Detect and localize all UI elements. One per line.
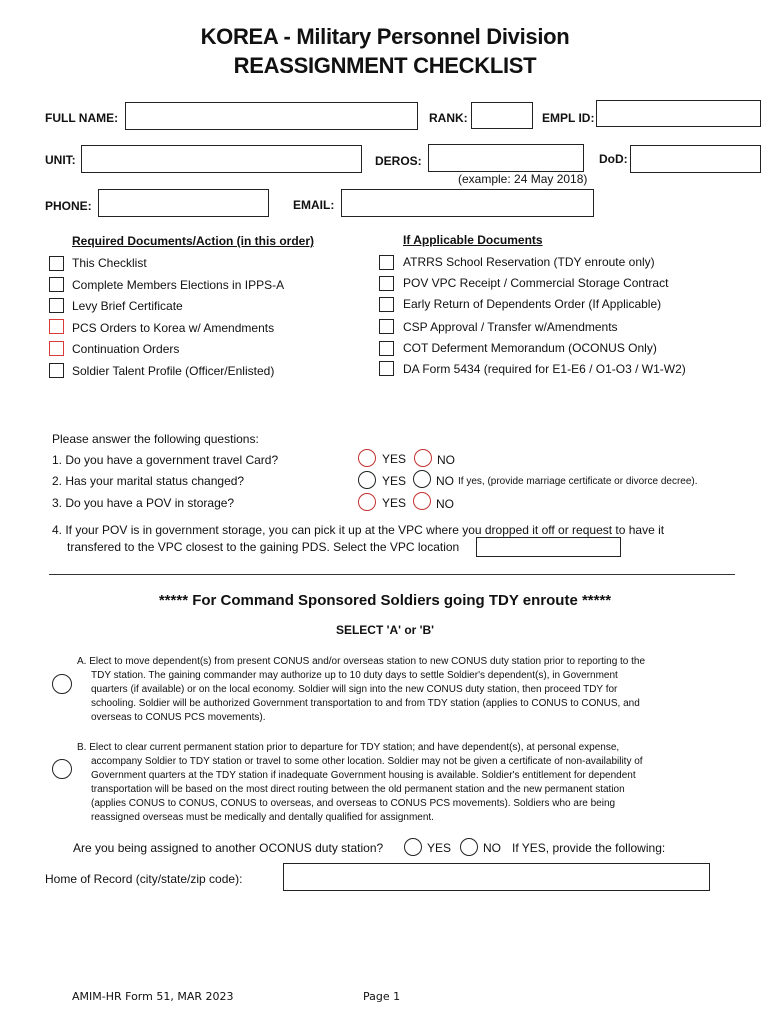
q2-note: If yes, (provide marriage certificate or divorce decree). [458, 476, 698, 487]
applicable-docs-heading: If Applicable Documents [403, 233, 543, 247]
oconus-question: Are you being assigned to another OCONUS duty station? [73, 841, 384, 855]
unit-field[interactable] [81, 145, 362, 173]
q2-yes-label: YES [382, 474, 407, 488]
vpc-location-field[interactable] [476, 537, 621, 557]
tdy-select-instruction: SELECT 'A' or 'B' [335, 623, 435, 637]
question-3: 3. Do you have a POV in storage? [52, 496, 235, 510]
empl-id-field[interactable] [596, 100, 761, 127]
option-b-line: B. Elect to clear current permanent station prior to departure for TDY station; and have dependent(s), at personal expense, [77, 742, 620, 753]
dod-field[interactable] [630, 145, 761, 173]
checkbox-pov-vpc[interactable] [379, 276, 394, 291]
option-a-text [77, 655, 737, 725]
checkbox-talent-profile[interactable] [49, 363, 64, 378]
checkbox-pcs-orders[interactable] [49, 319, 64, 334]
full-name-label: FULL NAME: [45, 111, 119, 125]
option-a-line: overseas to CONUS PCS movements). [91, 712, 266, 723]
full-name-field[interactable] [125, 102, 418, 130]
q1-no-radio[interactable] [414, 449, 432, 467]
required-docs-heading: Required Documents/Action (in this order) [72, 234, 315, 248]
oconus-followup: If YES, provide the following: [512, 841, 666, 855]
tdy-heading: ***** For Command Sponsored Soldiers going TDY enroute ***** [158, 592, 612, 609]
option-b-line: transportation will be based on the most direct routing between the old permanent station and the new permanent station [91, 784, 625, 795]
option-a-line: quarters (if available) or on the local economy. Soldier will sign into the new CONUS duty station, then proceed TDY for [91, 684, 618, 695]
checkbox-da5434[interactable] [379, 361, 394, 376]
option-a-line: TDY station. The gaining commander may authorize up to 10 duty days to settle Soldier's dependent(s), in Government [91, 670, 618, 681]
checkbox-this-checklist[interactable] [49, 256, 64, 271]
question-4-line2: transfered to the VPC closest to the gaining PDS. Select the VPC location [67, 540, 460, 554]
email-field[interactable] [341, 189, 594, 217]
q3-yes-radio[interactable] [358, 493, 376, 511]
phone-field[interactable] [98, 189, 269, 217]
checkbox-cot[interactable] [379, 341, 394, 356]
dod-label: DoD: [599, 152, 628, 166]
option-a-line: schooling. Soldier will be authorized Government transportation to and from TDY station (applies to CONUS to CONUS, and [91, 698, 640, 709]
q1-no-label: NO [437, 453, 455, 467]
applicable-doc-label: POV VPC Receipt / Commercial Storage Contract [403, 276, 669, 290]
q1-yes-radio[interactable] [358, 449, 376, 467]
checkbox-atrrs[interactable] [379, 255, 394, 270]
required-doc-label: Soldier Talent Profile (Officer/Enlisted) [72, 364, 275, 378]
empl-id-label: EMPL ID: [542, 111, 595, 125]
option-b-text [77, 741, 737, 825]
required-doc-label: This Checklist [72, 256, 147, 270]
oconus-yes-radio[interactable] [404, 838, 422, 856]
option-b-line: reassigned overseas must be medically and dentally qualified for assignment. [91, 812, 434, 823]
oconus-no-radio[interactable] [460, 838, 478, 856]
page-subtitle: REASSIGNMENT CHECKLIST [233, 53, 537, 78]
form-identifier: AMIM-HR Form 51, MAR 2023 [72, 990, 234, 1003]
q3-no-radio[interactable] [413, 492, 431, 510]
phone-label: PHONE: [45, 199, 92, 213]
oconus-yes-label: YES [427, 841, 452, 855]
q3-yes-label: YES [382, 496, 407, 510]
deros-label: DEROS: [375, 154, 422, 168]
checkbox-early-return[interactable] [379, 297, 394, 312]
option-b-line: accompany Soldier to TDY station or travel to some other location. Soldier may not be given a certificate of non-availability of [91, 756, 643, 767]
applicable-doc-label: ATRRS School Reservation (TDY enroute only) [403, 255, 655, 269]
questions-intro: Please answer the following questions: [52, 432, 259, 446]
option-b-line: (applies CONUS to CONUS, CONUS to overseas, and overseas to CONUS PCS movements). Soldiers who are being [91, 798, 616, 809]
option-b-radio[interactable] [52, 759, 72, 779]
q2-yes-radio[interactable] [358, 471, 376, 489]
q1-yes-label: YES [382, 452, 407, 466]
q3-no-label: NO [436, 497, 454, 511]
deros-field[interactable] [428, 144, 584, 172]
applicable-doc-label: DA Form 5434 (required for E1-E6 / O1-O3 / W1-W2) [403, 362, 686, 376]
email-label: EMAIL: [293, 198, 335, 212]
option-a-radio[interactable] [52, 674, 72, 694]
checkbox-member-elections[interactable] [49, 277, 64, 292]
q2-no-radio[interactable] [413, 470, 431, 488]
oconus-no-label: NO [483, 841, 501, 855]
page-title: KOREA - Military Personnel Division [200, 24, 570, 49]
required-doc-label: Continuation Orders [72, 342, 180, 356]
question-4-line1: 4. If your POV is in government storage, you can pick it up at the VPC where you dropped it off or request to have it [52, 523, 665, 537]
section-divider [49, 574, 735, 575]
page-number: Page 1 [363, 990, 401, 1003]
required-doc-label: Levy Brief Certificate [72, 299, 183, 313]
required-doc-label: PCS Orders to Korea w/ Amendments [72, 321, 275, 335]
required-doc-label: Complete Members Elections in IPPS-A [72, 278, 285, 292]
option-b-line: Government quarters at the TDY station if inadequate Government housing is available. Soldier's entitlement for dependent [91, 770, 636, 781]
q2-no-label: NO [436, 474, 454, 488]
rank-label: RANK: [429, 111, 468, 125]
deros-example: (example: 24 May 2018) [458, 172, 588, 186]
option-a-line: A. Elect to move dependent(s) from present CONUS and/or overseas station to new CONUS duty station prior to reporting to the [77, 656, 646, 667]
applicable-doc-label: CSP Approval / Transfer w/Amendments [403, 320, 618, 334]
checkbox-levy-brief[interactable] [49, 298, 64, 313]
unit-label: UNIT: [45, 153, 76, 167]
applicable-doc-label: Early Return of Dependents Order (If Applicable) [403, 297, 662, 311]
checkbox-csp[interactable] [379, 319, 394, 334]
rank-field[interactable] [471, 102, 533, 129]
question-2: 2. Has your marital status changed? [52, 474, 245, 488]
question-1: 1. Do you have a government travel Card? [52, 453, 279, 467]
home-of-record-field[interactable] [283, 863, 710, 891]
home-of-record-label: Home of Record (city/state/zip code): [45, 872, 243, 886]
applicable-doc-label: COT Deferment Memorandum (OCONUS Only) [403, 341, 657, 355]
checkbox-continuation-orders[interactable] [49, 341, 64, 356]
